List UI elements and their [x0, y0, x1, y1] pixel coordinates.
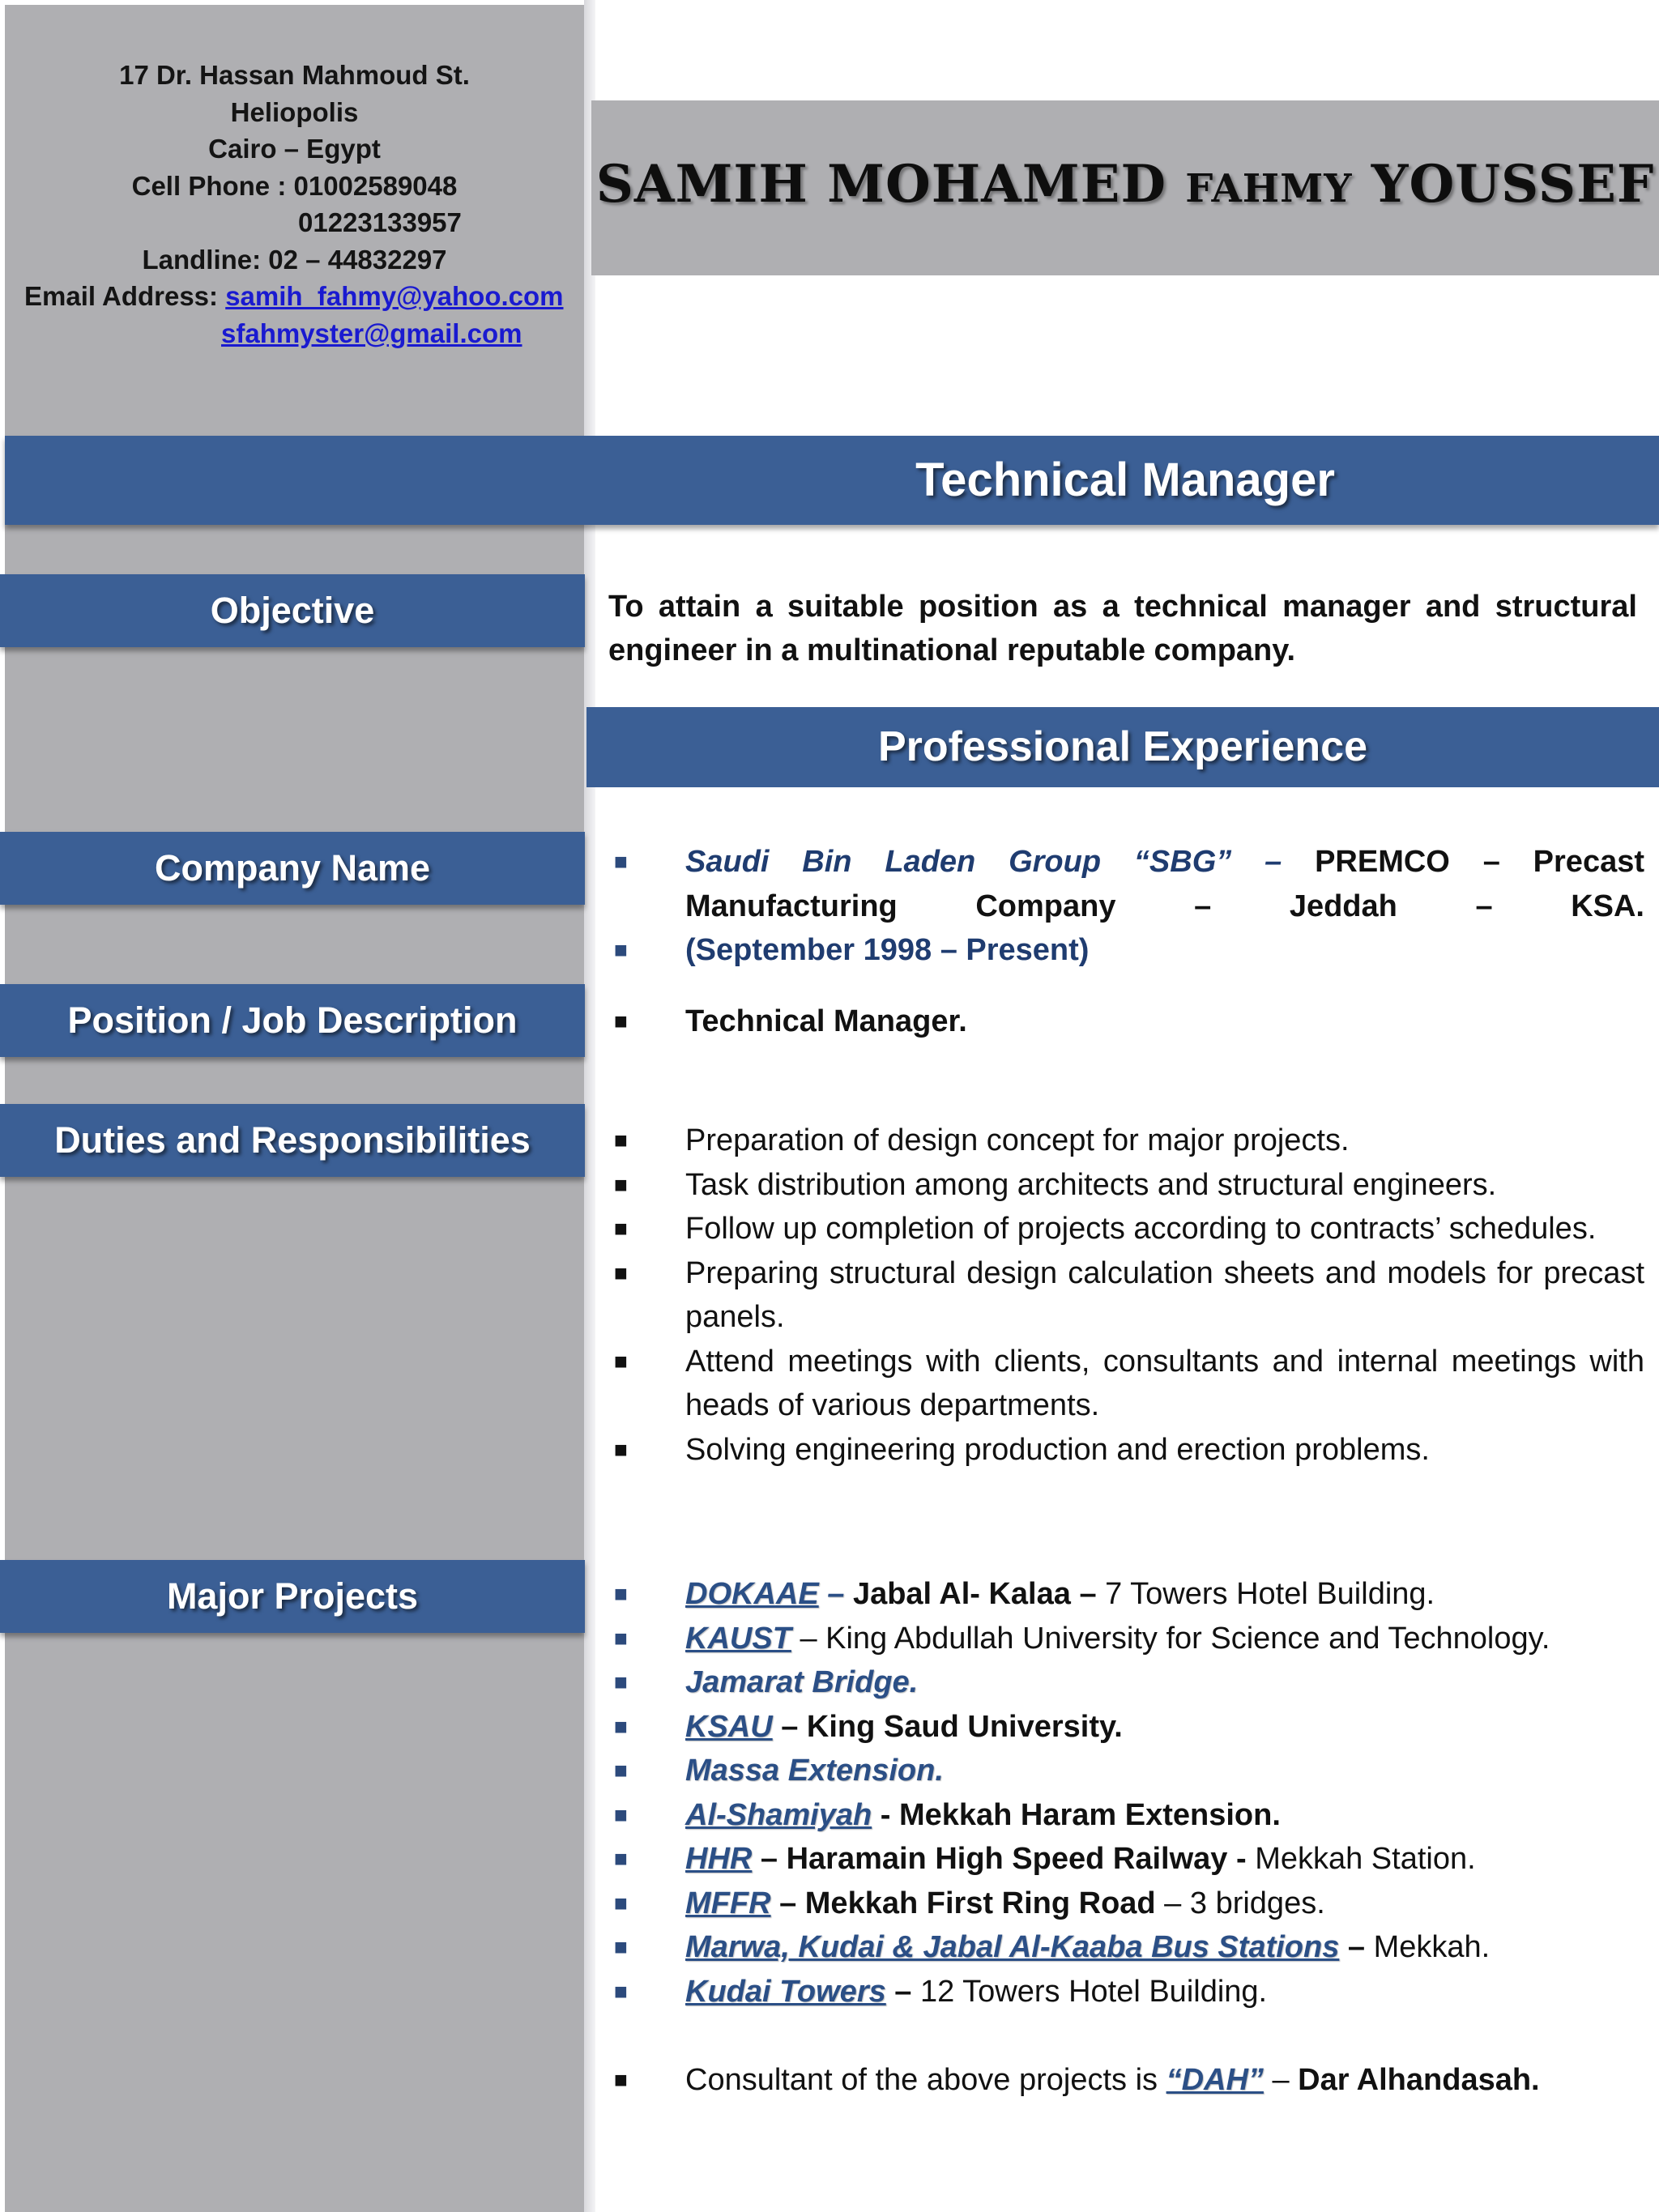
cell-label: Cell Phone : — [131, 170, 287, 201]
project-code: Kudai Towers — [685, 1974, 886, 2009]
project-rest: Mekkah Station. — [1246, 1842, 1476, 1876]
objective-text: To attain a suitable position as a technical manager and structural engineer in a multinational reputable company. — [608, 590, 1637, 667]
project-item — [609, 1837, 1644, 1882]
full-name — [591, 154, 1659, 215]
project-rest: – King Saud University. — [772, 1709, 1123, 1744]
duty-item — [609, 1119, 1644, 1163]
project-rest: – King Abdullah University for Science and Technology. — [791, 1621, 1550, 1656]
contact-district: Heliopolis — [230, 96, 359, 127]
email-label: Email Address: — [24, 281, 219, 311]
bullet-icon: ■ — [614, 1008, 628, 1034]
job-title: Technical Manager — [915, 454, 1335, 506]
bullet-icon: ■ — [614, 1348, 628, 1374]
project-item — [609, 1925, 1644, 1970]
project-item — [609, 1749, 1644, 1793]
bullet-icon: ■ — [614, 1669, 628, 1694]
email-row — [5, 278, 584, 315]
bullet-icon: ■ — [614, 1758, 628, 1783]
bullet-icon: ■ — [614, 1713, 628, 1739]
consultant-name: Dar Alhandasah. — [1298, 2063, 1540, 2097]
project-rest: – 3 bridges. — [1155, 1886, 1325, 1920]
bullet-icon: ■ — [614, 1127, 628, 1153]
duties-list — [609, 1119, 1644, 1472]
project-code: Massa Extension. — [685, 1754, 944, 1788]
project-bold: – Haramain High Speed Railway - — [752, 1842, 1247, 1876]
landline: Landline: 02 – 44832297 — [142, 244, 447, 275]
bullet-icon: ■ — [614, 937, 628, 962]
project-item — [609, 1572, 1644, 1617]
project-rest: - Mekkah Haram Extension. — [872, 1797, 1281, 1832]
consultant-sep: – — [1263, 2063, 1299, 2097]
section-professional-experience: Professional Experience — [586, 707, 1659, 787]
consultant-code: “DAH” — [1166, 2063, 1264, 2097]
label-position: Position / Job Description — [0, 984, 585, 1057]
company-name: PREMCO – Precast Manufacturing Company – Jeddah – KSA. — [685, 845, 1644, 923]
bullet-icon: ■ — [614, 1436, 628, 1462]
project-item — [609, 1882, 1644, 1926]
project-item — [609, 1617, 1644, 1661]
bullet-icon: ■ — [614, 1259, 628, 1285]
duty-text: Preparing structural design calculation sheets and models for precast panels. — [685, 1255, 1644, 1334]
duty-text: Attend meetings with clients, consultants and internal meetings with heads of various departments. — [685, 1344, 1644, 1422]
duty-text: Solving engineering production and erection problems. — [685, 1432, 1430, 1467]
bullet-icon: ■ — [614, 2067, 628, 2092]
project-code: KSAU — [685, 1709, 773, 1744]
company-period-item — [609, 928, 1644, 973]
bullet-icon: ■ — [614, 1625, 628, 1651]
name-first: SAMIH MOHAMED — [595, 154, 1166, 215]
duty-item — [609, 1163, 1644, 1208]
contact-block — [5, 57, 584, 352]
projects-list — [609, 1572, 1644, 2014]
label-duties: Duties and Responsibilities — [0, 1104, 585, 1177]
bullet-icon: ■ — [614, 1171, 628, 1197]
project-sep: – — [818, 1577, 845, 1611]
email-row-2 — [5, 315, 584, 352]
consultant-list — [609, 2058, 1644, 2103]
company-item — [609, 840, 1644, 928]
project-code: DOKAAE — [685, 1577, 819, 1611]
label-objective: Objective — [0, 574, 585, 647]
project-rest: Mekkah. — [1365, 1930, 1491, 1964]
consultant-item — [609, 2058, 1644, 2103]
project-code: Al-Shamiyah — [685, 1797, 872, 1832]
cell-phone-1: 01002589048 — [293, 170, 458, 201]
email-link-2[interactable]: sfahmyster@gmail.com — [221, 318, 522, 348]
project-code: Marwa, Kudai & Jabal Al-Kaaba Bus Stations — [685, 1930, 1340, 1964]
project-rest: 12 Towers Hotel Building. — [911, 1974, 1268, 2009]
position-item — [609, 999, 1644, 1044]
duty-item — [609, 1207, 1644, 1251]
duty-item — [609, 1251, 1644, 1340]
bullet-icon: ■ — [614, 1846, 628, 1871]
label-projects: Major Projects — [0, 1560, 585, 1633]
cell-phone-2: 01223133957 — [298, 207, 462, 237]
project-bold: – — [1339, 1930, 1366, 1964]
duty-text: Task distribution among architects and structural engineers. — [685, 1167, 1497, 1202]
project-bold: – — [885, 1974, 912, 2009]
project-item — [609, 1705, 1644, 1750]
bullet-icon: ■ — [614, 1978, 628, 2004]
position-text: Technical Manager. — [685, 1004, 967, 1038]
contact-cell-row — [5, 168, 584, 205]
project-code: MFFR — [685, 1886, 771, 1920]
company-line — [685, 840, 1644, 928]
bullet-icon: ■ — [614, 1801, 628, 1827]
contact-street: 17 Dr. Hassan Mahmoud St. — [119, 60, 470, 90]
label-company: Company Name — [0, 832, 585, 905]
project-rest: 7 Towers Hotel Building. — [1096, 1577, 1435, 1611]
company-period: (September 1998 – Present) — [685, 933, 1090, 967]
duty-item — [609, 1428, 1644, 1473]
position-list — [609, 999, 1644, 1044]
contact-city: Cairo – Egypt — [208, 134, 381, 164]
duty-text: Follow up completion of projects according to contracts’ schedules. — [685, 1212, 1597, 1246]
bullet-icon: ■ — [614, 849, 628, 874]
project-item — [609, 1660, 1644, 1705]
project-code: HHR — [685, 1842, 753, 1876]
project-item — [609, 1970, 1644, 2014]
company-group: Saudi Bin Laden Group “SBG” – — [685, 845, 1282, 879]
duty-text: Preparation of design concept for major projects. — [685, 1123, 1350, 1157]
bullet-icon: ■ — [614, 1581, 628, 1606]
project-bold: – Mekkah First Ring Road — [770, 1886, 1156, 1920]
duty-item — [609, 1340, 1644, 1428]
project-bold: Jabal Al- Kalaa – — [844, 1577, 1097, 1611]
name-last: YOUSSEF — [1371, 154, 1655, 215]
email-link-1[interactable]: samih_fahmy@yahoo.com — [225, 281, 564, 311]
company-list — [609, 840, 1644, 973]
divider — [584, 0, 595, 2212]
bullet-icon: ■ — [614, 1890, 628, 1916]
project-code: KAUST — [685, 1621, 791, 1656]
name-middle: FAHMY — [1185, 166, 1353, 211]
bullet-icon: ■ — [614, 1216, 628, 1241]
bullet-icon: ■ — [614, 1934, 628, 1959]
consultant-prefix: Consultant of the above projects is — [685, 2063, 1166, 2097]
project-code: Jamarat Bridge. — [685, 1665, 919, 1699]
project-item — [609, 1793, 1644, 1838]
